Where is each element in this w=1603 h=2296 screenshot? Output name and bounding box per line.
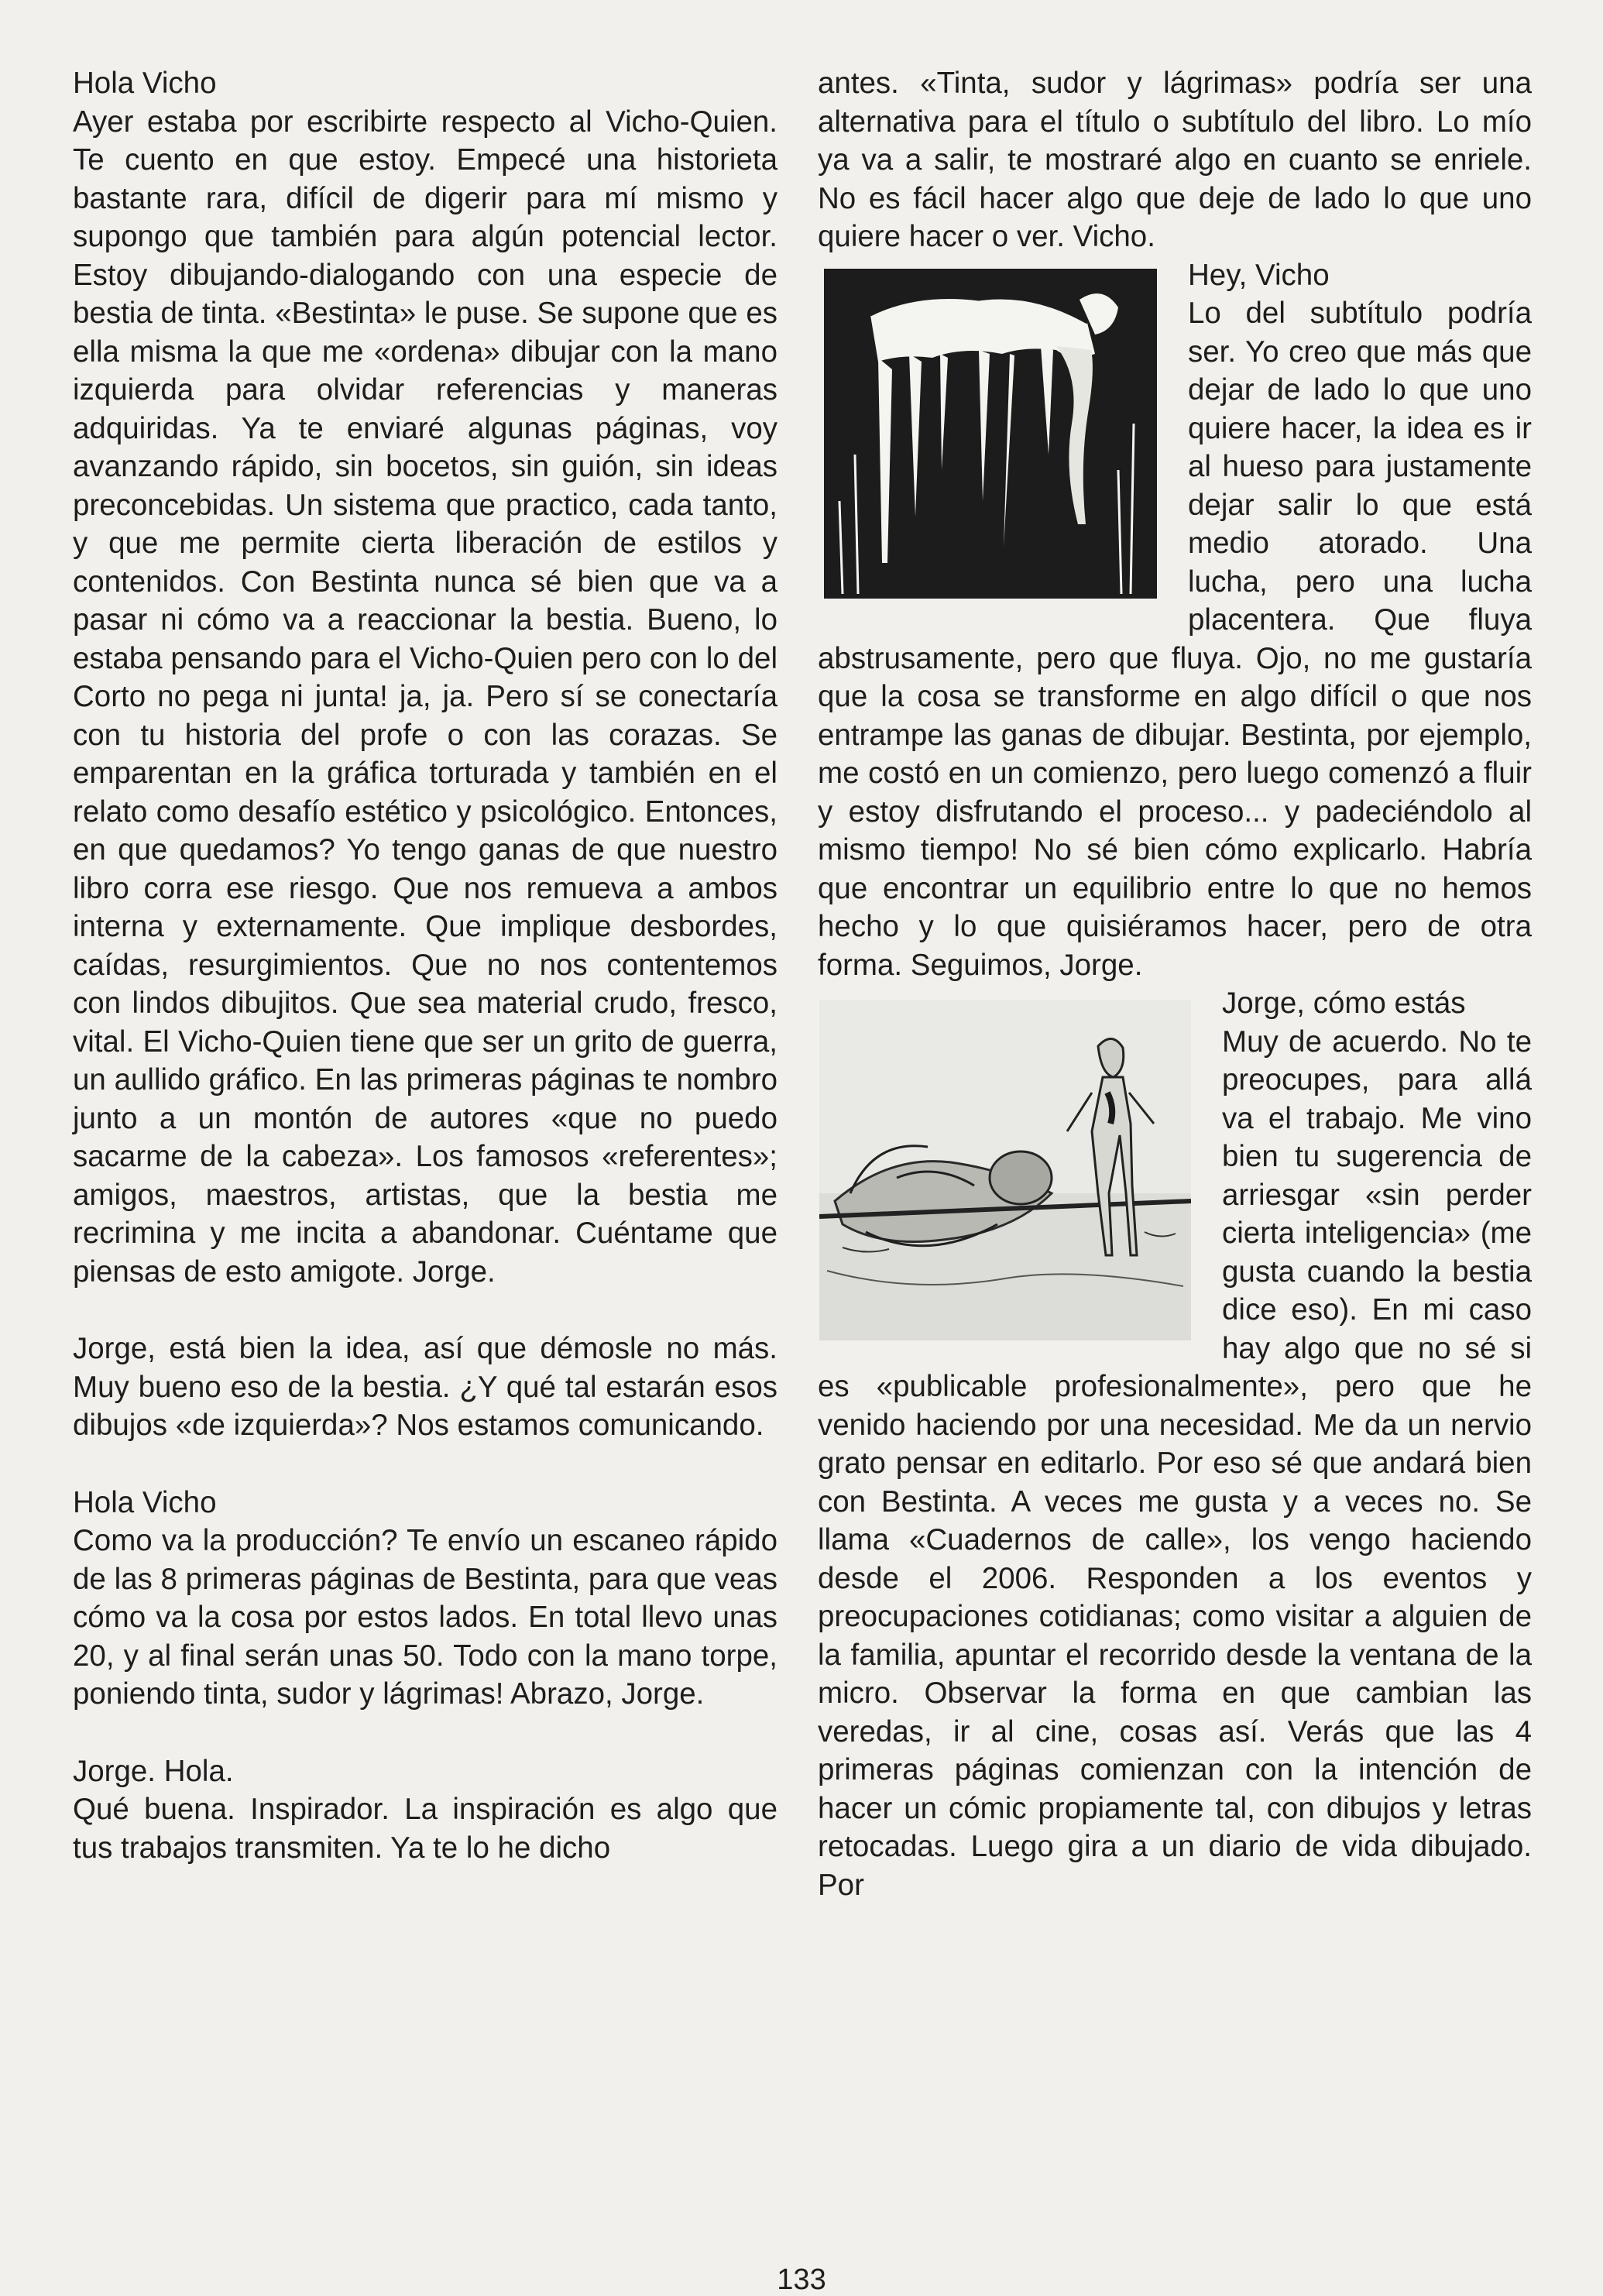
- sketch-illustration: [819, 1000, 1191, 1340]
- letter-1: [73, 64, 777, 1291]
- ink-drawing-illustration: [824, 269, 1157, 599]
- letter-6-greeting: Jorge, cómo estás: [1222, 987, 1466, 1020]
- letter-4-greeting: Jorge. Hola.: [73, 1754, 234, 1788]
- left-column: [73, 64, 777, 1867]
- letter-5-greeting: Hey, Vicho: [1188, 258, 1330, 292]
- letter-4-continuation: [818, 64, 1532, 256]
- right-column: [818, 64, 1532, 1904]
- letter-1-greeting: Hola Vicho: [73, 67, 217, 100]
- sketch-drawing-figure-2: [819, 1000, 1191, 1340]
- ink-drawing-figure-1: [824, 269, 1157, 599]
- letter-2-body: Jorge, está bien la idea, así que démosle no más. Muy bueno eso de la bestia. ¿Y qué tal estarán esos dibujos «de izquierda»? Nos estamos comunicando.: [73, 1332, 777, 1442]
- letter-3: [73, 1484, 777, 1714]
- letter-3-body: Como va la producción? Te envío un escaneo rápido de las 8 primeras páginas de Bestinta, para que veas cómo va la cosa por estos lados. En total llevo unas 20, y al final serán unas 50. Todo con la mano torpe, poniendo tinta, sudor y lágrimas! Abrazo, Jorge.: [73, 1524, 777, 1711]
- letter-4-body: Qué buena. Inspirador. La inspiración es algo que tus trabajos transmiten. Ya te lo he dicho: [73, 1793, 777, 1865]
- letter-2: [73, 1330, 777, 1445]
- letter-4: [73, 1752, 777, 1868]
- letter-6-body: Muy de acuerdo. No te preocupes, para allá va el trabajo. Me vino bien tu sugerencia de arriesgar «sin perder cierta inteligencia» (me gusta cuando la bestia dice eso). En mi caso hay algo que no sé si es «publicable profesionalmente», pero que he venido haciendo por una necesidad. Me da un nervio grato pensar en editarlo. Por eso sé que andará bien con Bestinta. A veces me gusta y a veces no. Se llama «Cuadernos de calle», los vengo haciendo desde el 2006. Responden a los eventos y preocupaciones cotidianas; como visitar a alguien de la familia, apuntar el recorrido desde la ventana de la micro. Observar la forma en que cambian las veredas, ir al cine, cosas así. Verás que las 4 primeras páginas comienzan con la intención de hacer un cómic propiamente tal, con dibujos y letras retocadas. Luego gira a un diario de vida dibujado. Por: [818, 1024, 1532, 1902]
- letter-5-body: Lo del subtítulo podría ser. Yo creo que más que dejar de lado lo que uno quiere hacer, la idea es ir al hueso para justamente dejar salir lo que está medio atorado. Una lucha, pero una lucha placentera. Que fluya abstrusamente, pero que fluya. Ojo, no me gustaría que la cosa se transforme en algo difícil o que nos entrampe las ganas de dibujar. Bestinta, por ejemplo, me costó en un comienzo, pero luego comenzó a fluir y estoy disfrutando el proceso... y padeciéndolo al mismo tiempo! No sé bien cómo explicarlo. Habría que encontrar un equilibrio entre lo que no hemos hecho y lo que quisiéramos hacer, pero de otra forma. Seguimos, Jorge.: [818, 297, 1532, 982]
- page-number: 133: [777, 2263, 826, 2296]
- letter-1-body: Ayer estaba por escribirte respecto al Vicho-Quien. Te cuento en que estoy. Empecé una historieta bastante rara, difícil de digerir para mí mismo y supongo que también para algún potencial lector. Estoy dibujando-dialogando con una especie de bestia de tinta. «Bestinta» le puse. Se supone que es ella misma la que me «ordena» dibujar con la mano izquierda para olvidar referencias y maneras adquiridas. Ya te enviaré algunas páginas, voy avanzando rápido, sin bocetos, sin guión, sin ideas preconcebidas. Un sistema que practico, cada tanto, y que me permite cierta liberación de estilos y contenidos. Con Bestinta nunca sé bien que va a pasar ni cómo va a reaccionar la bestia. Bueno, lo estaba pensando para el Vicho-Quien pero con lo del Corto no pega ni junta! ja, ja. Pero sí se conectaría con tu historia del profe o con las corazas. Se emparentan en la gráfica torturada y también en el relato como desafío estético y psicológico. Entonces, en que quedamos? Yo tengo ganas de que nuestro libro corra ese riesgo. Que nos remueva a ambos interna y externamente. Que implique desbordes, caídas, resurgimientos. Que no nos contentemos con lindos dibujitos. Que sea material crudo, fresco, vital. El Vicho-Quien tiene que ser un grito de guerra, un aullido gráfico. En las primeras páginas te nombro junto a un montón de autores «que no puedo sacarme de la cabeza». Los famosos «referentes»; amigos, maestros, artistas, que la bestia me recrimina y me incita a abandonar. Cuéntame que piensas de esto amigote. Jorge.: [73, 105, 777, 1289]
- letter-3-greeting: Hola Vicho: [73, 1485, 217, 1519]
- letter-4-continuation-body: antes. «Tinta, sudor y lágrimas» podría ser una alternativa para el título o subtítulo del libro. Lo mío ya va a salir, te mostraré algo en cuanto se enriele. No es fácil hacer algo que deje de lado lo que uno quiere hacer o ver. Vicho.: [818, 67, 1532, 253]
